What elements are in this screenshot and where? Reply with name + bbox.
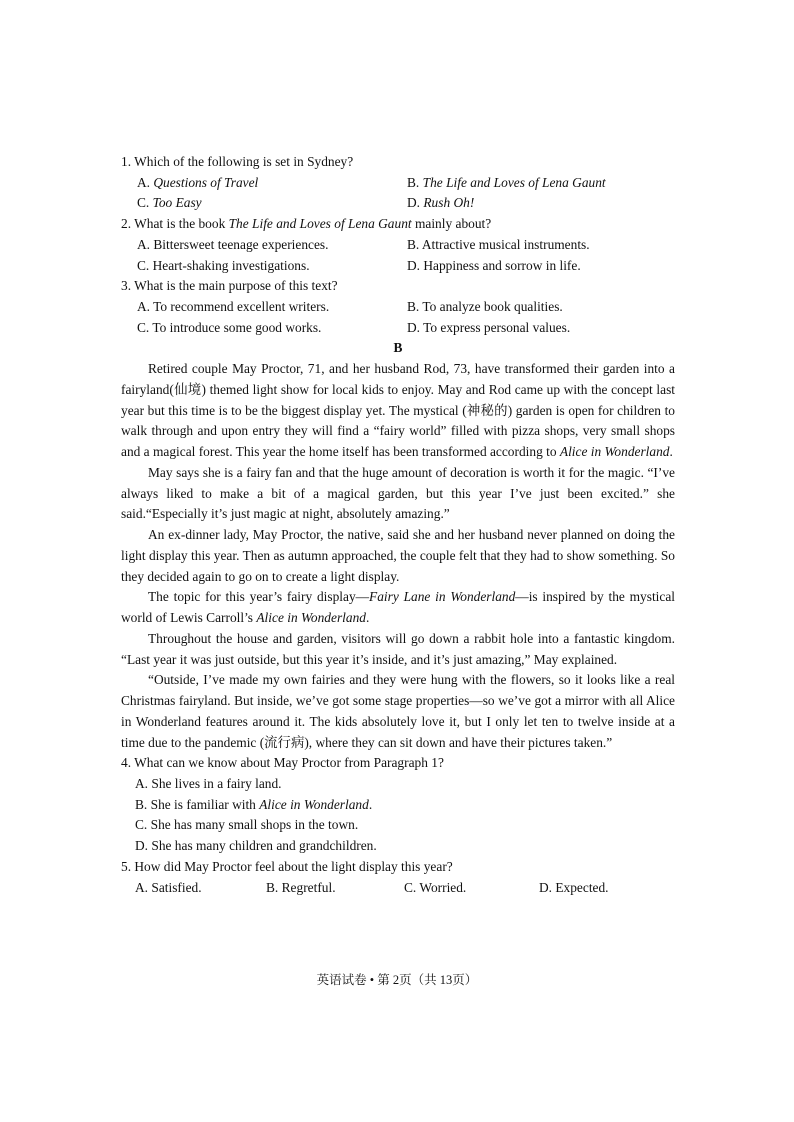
- q1-option-a-title: Questions of Travel: [153, 174, 259, 190]
- question-1-options-row1: [121, 173, 675, 194]
- question-2-stem: 2. What is the book The Life and Loves of Lena Gaunt mainly about?: [121, 216, 492, 232]
- question-3-options-row1: [121, 297, 675, 318]
- passage-paragraph-6: “Outside, I’ve made my own fairies and they were hung with the flowers, so it looks like a real Christmas fairyland. But inside, we’ve got some stage properties—so we’ve got a mirror with all Alice in Wonderland features around it. The kids absolutely love it, but I only let ten to twelve inside at a time due to the pandemic (流行病), where they can sit down and have their pictures taken.”: [121, 672, 675, 750]
- q1-option-c-title: Too Easy: [152, 195, 202, 211]
- question-5-options: [121, 878, 675, 899]
- section-b-heading: B: [393, 340, 403, 356]
- q5-option-c[interactable]: C. Worried.: [404, 879, 467, 895]
- q4-option-c[interactable]: C. She has many small shops in the town.: [135, 817, 359, 833]
- question-2-options-row1: [121, 235, 675, 256]
- q1-option-b[interactable]: B. The Life and Loves of Lena Gaunt: [407, 174, 606, 190]
- question-3-options-row2: [121, 318, 675, 339]
- passage-paragraph-5: Throughout the house and garden, visitors will go down a rabbit hole into a fantastic kingdom. “Last year it was just outside, but this year it’s inside, and it’s just amazing,” May explained.: [121, 630, 675, 667]
- question-1-options-row2: [121, 193, 675, 214]
- question-4-options: [121, 774, 675, 857]
- q1-option-a[interactable]: A. Questions of Travel: [137, 174, 259, 190]
- q2-option-b[interactable]: B. Attractive musical instruments.: [407, 236, 590, 252]
- question-4-stem: 4. What can we know about May Proctor from Paragraph 1?: [121, 755, 444, 771]
- q4-option-d[interactable]: D. She has many children and grandchildren.: [135, 838, 377, 854]
- q2-option-d[interactable]: D. Happiness and sorrow in life.: [407, 257, 581, 273]
- question-1-stem: 1. Which of the following is set in Sydney?: [121, 154, 354, 169]
- q5-option-a[interactable]: A. Satisfied.: [135, 879, 202, 895]
- q3-option-c[interactable]: C. To introduce some good works.: [137, 319, 322, 335]
- question-3-stem: 3. What is the main purpose of this text?: [121, 278, 338, 294]
- p4-display-title: Fairy Lane in Wonderland: [369, 589, 516, 605]
- p1-book-title: Alice in Wonderland: [559, 444, 670, 460]
- passage-paragraph-2: May says she is a fairy fan and that the huge amount of decoration is worth it for the magic. “I’ve always liked to make a bit of a magical garden, but this year I’ve just been excited.” she said.“Especially it’s just magic at night, absolutely amazing.”: [121, 464, 675, 522]
- passage-paragraph-4: The topic for this year’s fairy display—Fairy Lane in Wonderland—is inspired by the mystical world of Lewis Carroll’s Alice in Wonderland.: [121, 589, 675, 626]
- page-content: [121, 152, 675, 898]
- q1-option-c[interactable]: C. Too Easy: [137, 195, 202, 211]
- q4-option-b[interactable]: B. She is familiar with Alice in Wonderland.: [135, 796, 373, 812]
- q1-option-b-title: The Life and Loves of Lena Gaunt: [422, 174, 606, 190]
- q4-option-a[interactable]: A. She lives in a fairy land.: [135, 775, 282, 791]
- q4-option-b-title: Alice in Wonderland: [259, 796, 369, 812]
- q1-option-d[interactable]: D. Rush Oh!: [407, 195, 475, 211]
- q3-option-b[interactable]: B. To analyze book qualities.: [407, 298, 563, 314]
- q1-option-d-title: Rush Oh!: [423, 195, 475, 211]
- q2-option-c[interactable]: C. Heart-shaking investigations.: [137, 257, 310, 273]
- passage-paragraph-1: Retired couple May Proctor, 71, and her husband Rod, 73, have transformed their garden into a fairyland(仙境) themed light show for local kids to enjoy. May and Rod came up with the concept last year but this time is to be the biggest display yet. The mystical (神秘的) garden is open for children to walk through and upon entry they will find a “fairy world” filled with pizza shops, very small shops and a magical forest. This year the home itself has been transformed according to Alice in Wonderland.: [121, 361, 675, 460]
- page-footer: 英语试卷 • 第 2页（共 13页）: [316, 973, 478, 987]
- p4-book-title: Alice in Wonderland: [256, 610, 366, 626]
- passage-paragraph-3: An ex-dinner lady, May Proctor, the native, said she and her husband never planned on doing the light display this year. Then as autumn approached, the couple felt that they had to show something. So they decided again to go on to create a light display.: [121, 527, 675, 584]
- q5-option-d[interactable]: D. Expected.: [539, 879, 609, 895]
- q2-book-title: The Life and Loves of Lena Gaunt: [228, 216, 412, 232]
- question-2-options-row2: [121, 256, 675, 277]
- q2-option-a[interactable]: A. Bittersweet teenage experiences.: [137, 236, 329, 252]
- question-5-stem: 5. How did May Proctor feel about the light display this year?: [121, 858, 453, 874]
- q3-option-d[interactable]: D. To express personal values.: [407, 319, 571, 335]
- q5-option-b[interactable]: B. Regretful.: [266, 879, 336, 895]
- q3-option-a[interactable]: A. To recommend excellent writers.: [137, 298, 330, 314]
